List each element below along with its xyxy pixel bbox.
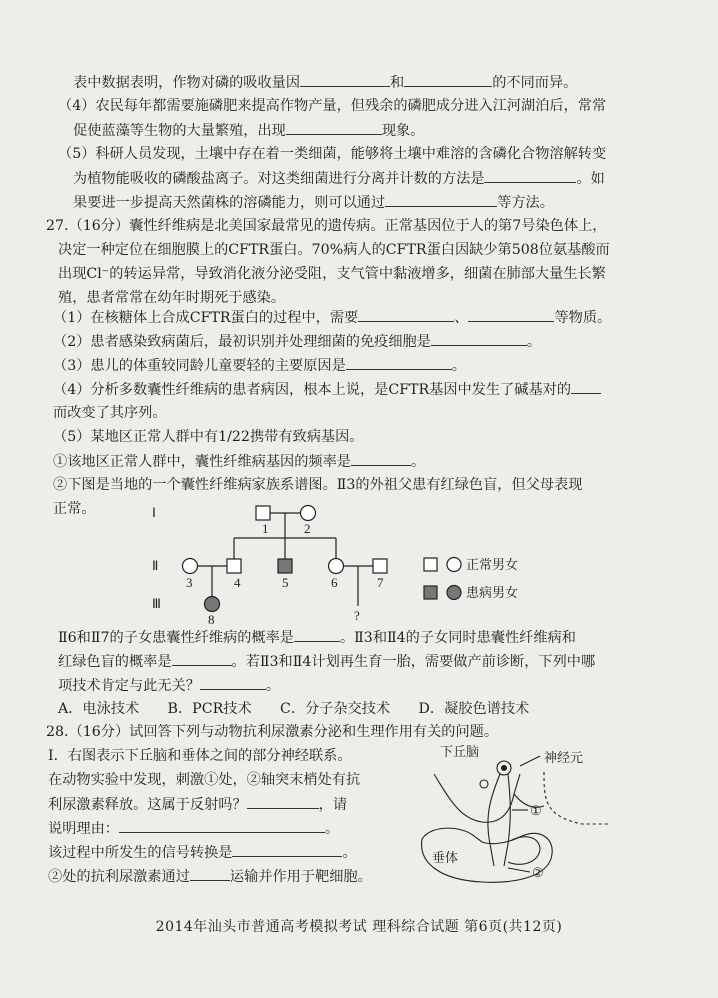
legend-affected-label: 患病男女: [466, 585, 519, 600]
q27-part-5: （5）某地区正常人群中有1/22携带有致病基因。: [53, 429, 364, 445]
q27-part-3: （3）患儿的体重较同龄儿童要轻的主要原因是 。: [53, 355, 466, 376]
label-site-2: ②: [532, 865, 544, 880]
q27-prob-line-1: Ⅱ6和Ⅱ7的子女患囊性纤维病的概率是 。Ⅱ3和Ⅱ4的子女同时患囊性纤维病和: [58, 627, 576, 648]
gen-label-I: Ⅰ: [152, 505, 156, 520]
gen-label-II: Ⅱ: [152, 558, 159, 573]
label-3: 3: [186, 575, 193, 590]
hypothalamus-pituitary-diagram: [412, 744, 612, 894]
q28-line-2: 在动物实验中发现，刺激①处，②轴突末梢处有抗: [48, 772, 361, 788]
q27-part-4: （4）分析多数囊性纤维病的患者病因，根本上说，是CFTR基因中发生了碱基对的: [53, 379, 601, 400]
label-hypothalamus: 下丘脑: [440, 744, 480, 759]
q28-line-5: 该过程中所发生的信号转换是 。: [48, 842, 357, 863]
label-8: 8: [208, 612, 215, 627]
pedigree-II7-male-normal: [373, 559, 387, 573]
label-4: 4: [234, 575, 241, 590]
q27-prob-line-3: 项技术肯定与此无关？ 。: [58, 675, 280, 696]
pedigree-II5-male-affected: [278, 559, 292, 573]
label-7: 7: [377, 575, 384, 590]
q27-part-5-1: ①该地区正常人群中，囊性纤维病基因的频率是 。: [53, 451, 425, 472]
q27-stem-1: 27.（16分）囊性纤维病是北美国家最常见的遗传病。正常基因位于人的第7号染色体上，: [46, 218, 607, 234]
legend-affected-male: [424, 586, 437, 599]
q27-part-5-2-cont: 正常。: [53, 501, 96, 517]
pedigree-I2-female-normal: [301, 506, 316, 521]
text-line-6: 果要进一步提高天然菌株的溶磷能力，则可以通过 等方法。: [73, 192, 554, 213]
pedigree-III8-female-affected: [205, 597, 220, 612]
q28-line-4: 说明理由： 。: [48, 818, 339, 839]
label-2: 2: [304, 521, 311, 536]
text-line-4: （5）科研人员发现，土壤中存在着一类细菌，能够将土壤中难溶的含磷化合物溶解转变: [58, 146, 607, 162]
text-line-2: （4）农民每年都需要施磷肥来提高作物产量，但残余的磷肥成分进入江河湖泊后，常常: [58, 98, 607, 114]
q28-line-3: 利尿激素释放。这属于反射吗？ ，请: [48, 794, 347, 815]
label-6: 6: [331, 575, 338, 590]
q27-part-4-cont: 而改变了其序列。: [53, 405, 167, 421]
legend-normal-female: [447, 558, 461, 572]
label-unknown: ?: [354, 608, 360, 623]
legend-normal-male: [424, 558, 437, 571]
q27-choices: A．电泳技术 B．PCR技术 C．分子杂交技术 D．凝胶色谱技术: [58, 701, 530, 717]
gen-label-III: Ⅲ: [152, 596, 161, 611]
q28-stem: 28.（16分）试回答下列与动物抗利尿激素分泌和生理作用有关的问题。: [46, 724, 499, 740]
page-footer: 2014年汕头市普通高考模拟考试 理科综合试题 第6页(共12页): [155, 919, 563, 935]
pedigree-chart: [140, 498, 560, 628]
q27-stem-3: 出现Cl⁻的转运异常，导致消化液分泌受阻，支气管中黏液增多，细菌在肺部大量生长繁: [58, 266, 606, 282]
label-5: 5: [282, 575, 289, 590]
label-1: 1: [262, 521, 269, 536]
label-neuron: 神经元: [544, 750, 584, 765]
q28-line-6: ②处的抗利尿激素通过 运输并作用于靶细胞。: [48, 866, 372, 887]
legend-affected-female: [447, 586, 461, 600]
q27-stem-2: 决定一种定位在细胞膜上的CFTR蛋白。70%病人的CFTR蛋白因缺少第508位氨基酸而: [58, 242, 610, 258]
text-line-5: 为植物能吸收的磷酸盐离子。对这类细菌进行分离并计数的方法是 。如: [73, 168, 605, 189]
pedigree-II3-female-normal: [183, 559, 198, 574]
hypothalamus-outline: [434, 774, 520, 822]
legend-normal-label: 正常男女: [466, 557, 519, 572]
q27-part-2: （2）患者感染致病菌后，最初识别并处理细菌的免疫细胞是 。: [53, 331, 541, 352]
label-pituitary: 垂体: [432, 850, 459, 865]
pedigree-II6-female-normal: [329, 559, 344, 574]
q28-part-I: Ⅰ．右图表示下丘脑和垂体之间的部分神经联系。: [48, 748, 352, 764]
q27-stem-4: 殖，患者常常在幼年时期死于感染。: [58, 290, 286, 306]
label-site-1: ①: [530, 803, 542, 818]
text-line-3: 促使蓝藻等生物的大量繁殖，出现 现象。: [73, 120, 424, 141]
text-line-1: 表中数据表明，作物对磷的吸收量因 和 的不同而异。: [73, 72, 577, 93]
q27-part-5-2: ②下图是当地的一个囊性纤维病家族系谱图。Ⅱ3的外祖父患有红绿色盲，但父母表现: [53, 477, 583, 493]
q27-prob-line-2: 红绿色盲的概率是 。若Ⅱ3和Ⅱ4计划再生育一胎，需要做产前诊断，下列中哪: [58, 651, 595, 672]
pedigree-II4-male-normal: [227, 559, 241, 573]
q27-part-1: （1）在核糖体上合成CFTR蛋白的过程中，需要 、 等物质。: [53, 307, 611, 328]
pedigree-I1-male-normal: [256, 506, 270, 520]
